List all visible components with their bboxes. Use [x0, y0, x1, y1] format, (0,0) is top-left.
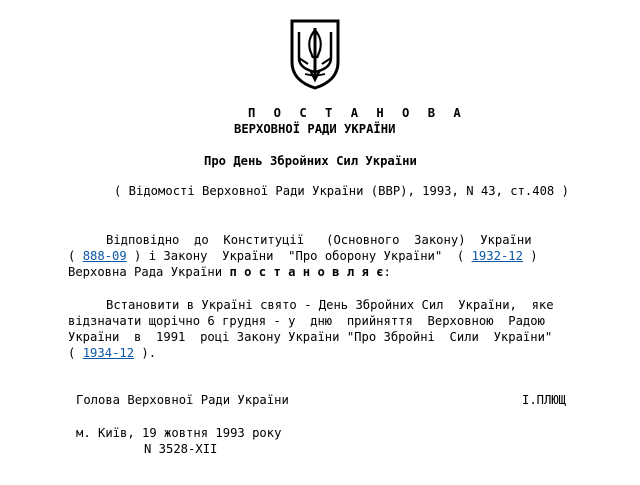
decree-issuer: ВЕРХОВНОЇ РАДИ УКРАЇНИ	[234, 122, 396, 136]
source-reference: ( Відомості Верховної Ради України (ВВР), 1993, N 43, ст.408 )	[114, 184, 569, 198]
preamble-close-paren: )	[522, 249, 538, 263]
preamble-line-3	[68, 264, 391, 280]
body-line-1: Встановити в Україні свято - День Збройних Сил України, яке	[106, 298, 554, 312]
body-open-paren: (	[68, 346, 83, 360]
preamble-rada: Верховна Рада України	[68, 265, 230, 279]
body-line-3: України в 1991 році Закону України "Про Збройні Сили України"	[68, 330, 553, 344]
preamble-open-paren: (	[68, 249, 83, 263]
coat-of-arms-icon	[288, 18, 342, 90]
preamble-colon: :	[383, 265, 391, 279]
resolves-word: п о с т а н о в л я є	[229, 265, 384, 279]
decree-number: N 3528-XII	[144, 442, 218, 456]
law-link-1932-12[interactable]: 1932-12	[471, 249, 523, 263]
preamble-middle-text: ) і Закону України "Про оборону України" (	[126, 249, 472, 263]
decree-title: П О С Т А Н О В А	[248, 106, 467, 120]
body-line-4	[68, 345, 156, 361]
signatory-name: І.ПЛЮЩ	[522, 393, 567, 407]
preamble-line-1: Відповідно до Конституції (Основного Закону) України	[106, 233, 532, 247]
body-close-paren: ).	[134, 346, 157, 360]
place-and-date: м. Київ, 19 жовтня 1993 року	[76, 426, 282, 440]
law-link-1934-12[interactable]: 1934-12	[82, 346, 135, 360]
preamble-line-2	[68, 248, 538, 264]
signatory-position: Голова Верховної Ради України	[76, 393, 289, 407]
decree-name: Про День Збройних Сил України	[204, 154, 417, 168]
body-line-2: відзначати щорічно 6 грудня - у дню прийняття Верховною Радою	[68, 314, 545, 328]
law-link-888-09[interactable]: 888-09	[82, 249, 127, 263]
